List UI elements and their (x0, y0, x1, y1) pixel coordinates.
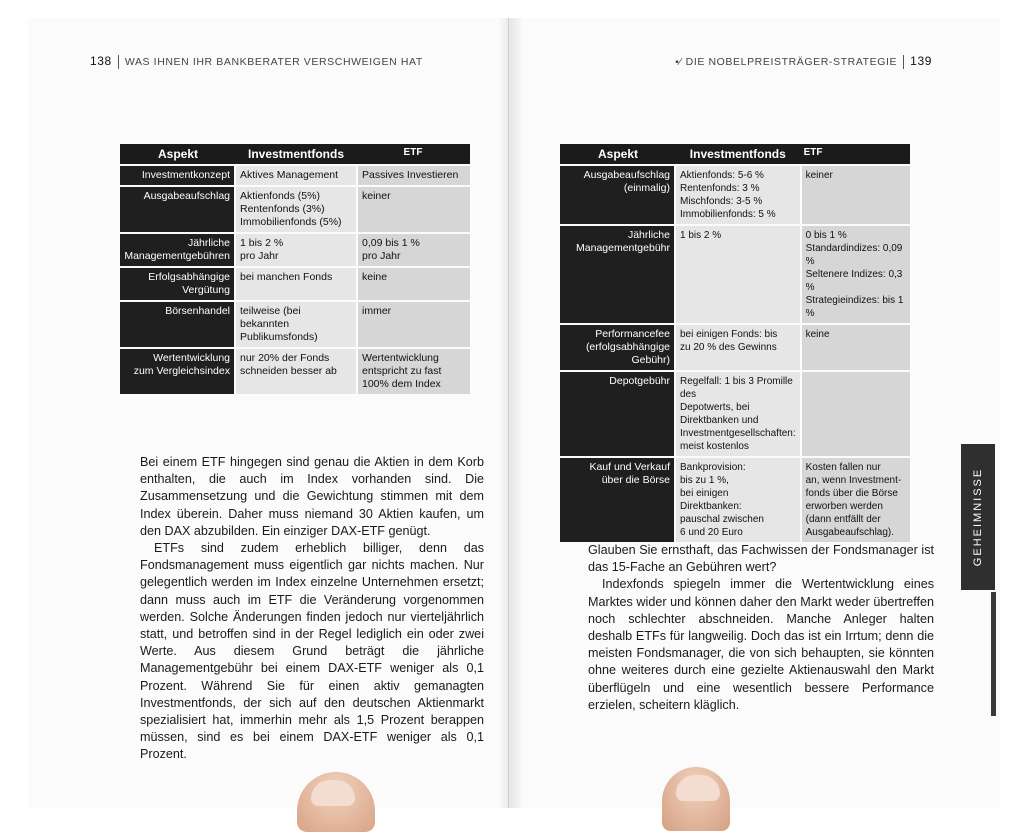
table-row (120, 166, 470, 187)
aspect-cell: Ausgabeaufschlag (120, 187, 236, 234)
table-row (120, 187, 470, 234)
paragraph: Bei einem ETF hingegen sind genau die Aktien in dem Korb enthalten, die auch im Index vorhanden sind. Die Zusammensetzung und die Gewichtung stimmen mit dem Index überein. Daher muss niemand 30 Aktien kaufen, um den DAX abzubilden. Ein einziger DAX-ETF genügt. (140, 455, 484, 538)
fonds-cell: bei manchen Fonds (236, 268, 356, 302)
fonds-cell: Aktives Management (236, 166, 356, 187)
left-page-number: 138 (90, 54, 112, 68)
aspect-cell: Investmentkonzept (120, 166, 236, 187)
right-body-text (588, 542, 934, 714)
table-row (560, 458, 910, 544)
fonds-cell: Bankprovision: bis zu 1 %, bei einigen Direktbanken: pauschal zwischen 6 und 20 Euro (676, 458, 800, 544)
paragraph: Glauben Sie ernsthaft, das Fachwissen der Fondsmanager ist das 15-Fache an Gebühren wert? (588, 543, 934, 575)
table-header-etf: ETF (800, 144, 910, 166)
fonds-cell: teilweise (bei bekannten Publikumsfonds) (236, 302, 356, 349)
chapter-tab (961, 444, 995, 590)
etf-cell: Kosten fallen nur an, wenn Investment- fonds über die Börse erworben werden (dann entfällt der Ausgabeaufschlag). (800, 458, 910, 544)
right-running-head-title: DIE NOBELPREISTRÄGER-STRATEGIE (685, 56, 898, 68)
aspect-cell: Kauf und Verkauf über die Börse (560, 458, 676, 544)
table-header-fonds: Investmentfonds (676, 144, 800, 166)
fonds-cell: 1 bis 2 % (676, 226, 800, 325)
aspect-cell: Depotgebühr (560, 372, 676, 458)
thumb-right (662, 767, 730, 831)
etf-cell: Passives Investieren (356, 166, 470, 187)
table-row (560, 325, 910, 372)
fonds-cell: Aktienfonds: 5-6 % Rentenfonds: 3 % Mischfonds: 3-5 % Immobilienfonds: 5 % (676, 166, 800, 226)
right-running-head (675, 54, 932, 69)
bullet-icon: ▪∕ (675, 57, 682, 68)
aspect-cell: Wertentwicklung zum Vergleichsindex (120, 349, 236, 396)
thumbnail-right (676, 775, 720, 801)
table-header-etf: ETF (356, 144, 470, 166)
left-running-head-title: WAS IHNEN IHR BANKBERATER VERSCHWEIGEN HAT (124, 56, 423, 68)
etf-cell: immer (356, 302, 470, 349)
table-row (560, 372, 910, 458)
right-page-number: 139 (910, 54, 932, 68)
fonds-cell: Regelfall: 1 bis 3 Promille des Depotwerts, bei Direktbanken und Investmentgesellschaften: meist kostenlos (676, 372, 800, 458)
table-header-fonds: Investmentfonds (236, 144, 356, 166)
left-body-text (140, 454, 484, 764)
etf-cell: keiner (800, 166, 910, 226)
etf-cell: 0,09 bis 1 % pro Jahr (356, 234, 470, 268)
table-row (120, 268, 470, 302)
chapter-tab-label: GEHEIMNISSE (972, 467, 984, 567)
fonds-cell: Aktienfonds (5%) Rentenfonds (3%) Immobilienfonds (5%) (236, 187, 356, 234)
table-row (120, 349, 470, 396)
etf-cell: keine (800, 325, 910, 372)
table-row (120, 234, 470, 268)
fonds-cell: bei einigen Fonds: bis zu 20 % des Gewinns (676, 325, 800, 372)
fonds-cell: nur 20% der Fonds schneiden besser ab (236, 349, 356, 396)
etf-cell: 0 bis 1 % Standardindizes: 0,09 % Seltenere Indizes: 0,3 % Strategieindizes: bis 1 % (800, 226, 910, 325)
chapter-tab-bar (991, 592, 996, 716)
etf-cell: keiner (356, 187, 470, 234)
aspect-cell: Börsenhandel (120, 302, 236, 349)
table-row (120, 302, 470, 349)
table-header-aspect: Aspekt (120, 144, 236, 166)
aspect-cell: Jährliche Managementgebühr (560, 226, 676, 325)
table-row (560, 226, 910, 325)
aspect-cell: Ausgabeaufschlag (einmalig) (560, 166, 676, 226)
aspect-cell: Erfolgsabhängige Vergütung (120, 268, 236, 302)
table-row (560, 166, 910, 226)
aspect-cell: Performancefee (erfolgsabhängige Gebühr) (560, 325, 676, 372)
aspect-cell: Jährliche Managementgebühren (120, 234, 236, 268)
comparison-table-right (560, 144, 910, 544)
etf-cell: Wertentwicklung entspricht zu fast 100% dem Index (356, 349, 470, 396)
paragraph: Indexfonds spiegeln immer die Wertentwicklung eines Marktes wider und können daher den Markt weder übertreffen noch schlechter abschneiden. Manche Anleger halten deshalb ETFs für langweilig. Doch das ist ein Irrtum; denn die meisten Fondsmanager, die von sich behaupten, sie könnten ohne weiteres durch eine gezielte Aktienauswahl den Markt überflügeln und eine wesentlich bessere Performance erzielen, scheitern kläglich. (588, 577, 934, 712)
thumbnail-left (311, 780, 355, 806)
table-header-aspect: Aspekt (560, 144, 676, 166)
etf-cell: keine (356, 268, 470, 302)
fonds-cell: 1 bis 2 % pro Jahr (236, 234, 356, 268)
etf-cell (800, 372, 910, 458)
paragraph: ETFs sind zudem erheblich billiger, denn das Fondsmanagement muss eigentlich gar nichts machen. Nur gelegentlich werden im Index einzelne Unternehmen ersetzt; dann muss auch im ETF die Veränderung vorgenommen werden. Solche Änderungen finden jedoch nur vierteljährlich statt, und betroffen sind in der Regel lediglich ein oder zwei Werte. Aus diesem Grund beträgt die jährliche Managementgebühr bei einem DAX-ETF weniger als 0,1 Prozent. Während Sie für einen aktiv gemanagten Investmentfonds, der sich auf den deutschen Aktienmarkt spezialisiert hat, immerhin mehr als 1,5 Prozent berappen müssen, sind es bei einem DAX-ETF weniger als 0,1 Prozent. (140, 541, 484, 762)
left-running-head (90, 54, 423, 69)
open-book (28, 18, 1000, 808)
book-gutter (498, 18, 524, 808)
comparison-table-left (120, 144, 470, 396)
